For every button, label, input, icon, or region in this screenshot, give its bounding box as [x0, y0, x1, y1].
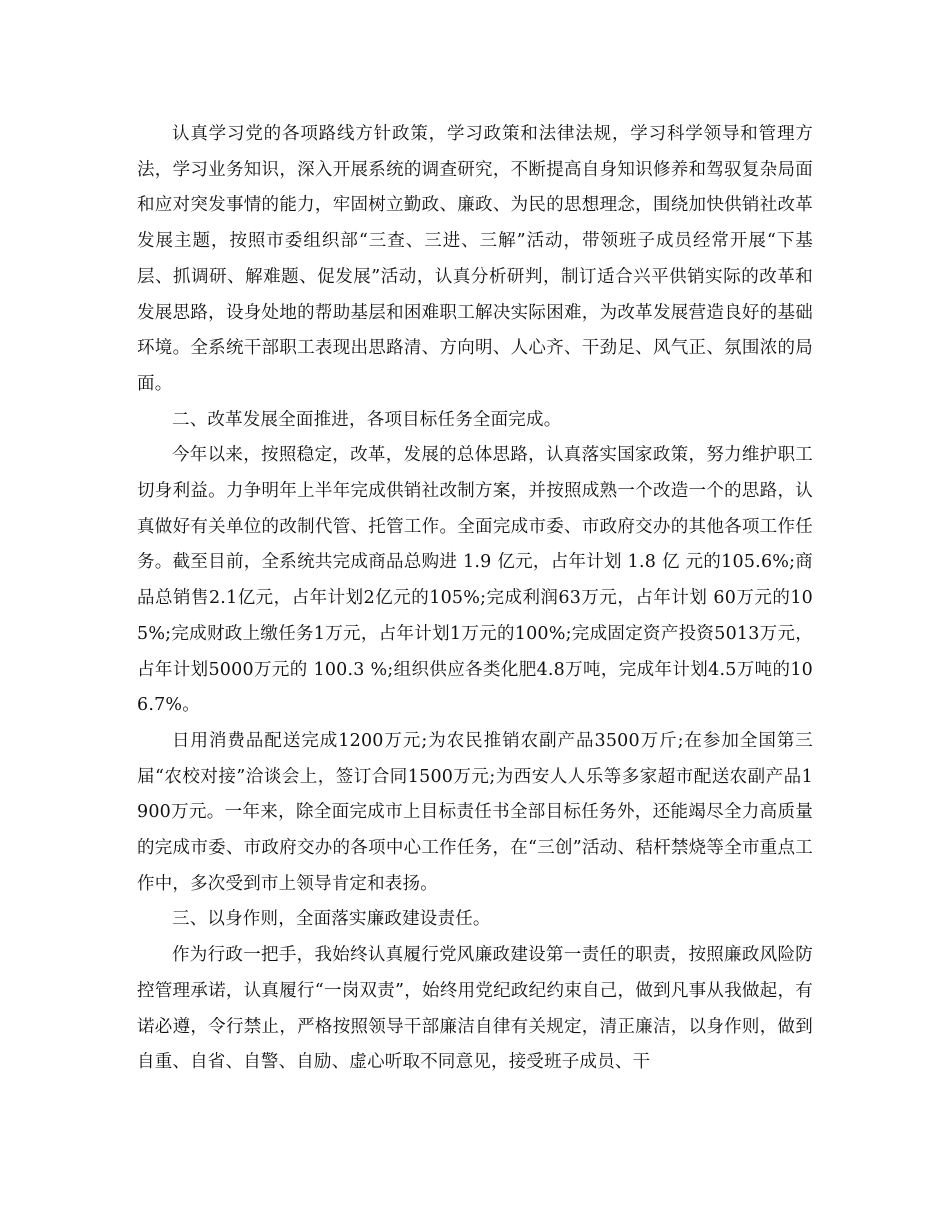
paragraph-integrity-duties: 作为行政一把手，我始终认真履行党风廉政建设第一责任的职责，按照廉政风险防控管理承诺，认真履行“一岗双责”，始终用党纪政纪约束自己，做到凡事从我做起，有诺必遵，令行禁止，严格按照领导干部廉洁自律有关规定，清正廉洁，以身作则，做到自重、自省、自警、自励、虚心听取不同意见，接受班子成员、干: [137, 945, 813, 1073]
paragraph-consumer-distribution: 日用消费品配送完成1200万元;为农民推销农副产品3500万斤;在参加全国第三届“农校对接”洽谈会上，签订合同1500万元;为西安人人乐等多家超市配送农副产品1900万元。一年来，除全面完成市上目标责任书全部目标任务外，还能竭尽全力高质量的完成市委、市政府交办的各项中心工作任务，在“三创”活动、秸杆禁烧等全市重点工作中，多次受到市上领导肯定和表扬。: [137, 730, 813, 894]
section-heading-integrity: 三、以身作则，全面落实廉政建设责任。: [172, 909, 491, 930]
document-page: [137, 117, 813, 1081]
paragraph-annual-results: 今年以来，按照稳定，改革，发展的总体思路，认真落实国家政策，努力维护职工切身利益。力争明年上半年完成供销社改制方案，并按照成熟一个改造一个的思路，认真做好有关单位的改制代管、托管工作。全面完成市委、市政府交办的其他各项工作任务。截至目前，全系统共完成商品总购进 1.9 亿元，占年计划 1.8 亿 元的105.6%;商品总销售2.1亿元，占年计划2亿元的105%;完成利润63万元，占年计划 60万元的105%;完成财政上缴任务1万元，占年计划1万元的100%;完成固定资产投资5013万元，占年计划5000万元的 100.3 %;组织供应各类化肥4.8万吨，完成年计划4.5万吨的106.7%。: [137, 445, 813, 716]
paragraph-study-policies: 认真学习党的各项路线方针政策，学习政策和法律法规，学习科学领导和管理方法，学习业务知识，深入开展系统的调查研究，不断提高自身知识修养和驾驭复杂局面和应对突发事情的能力，牢固树立勤政、廉政、为民的思想理念，围绕加快供销社改革发展主题，按照市委组织部“三查、三进、三解”活动，带领班子成员经常开展“下基层、抓调研、解难题、促发展”活动，认真分析研判，制订适合兴平供销实际的改革和发展思路，设身处地的帮助基层和困难职工解决实际困难，为改革发展营造良好的基础环境。全系统干部职工表现出思路清、方向明、人心齐、干劲足、风气正、氛围浓的局面。: [137, 124, 813, 394]
section-heading-reform: 二、改革发展全面推进，各项目标任务全面完成。: [172, 409, 562, 430]
